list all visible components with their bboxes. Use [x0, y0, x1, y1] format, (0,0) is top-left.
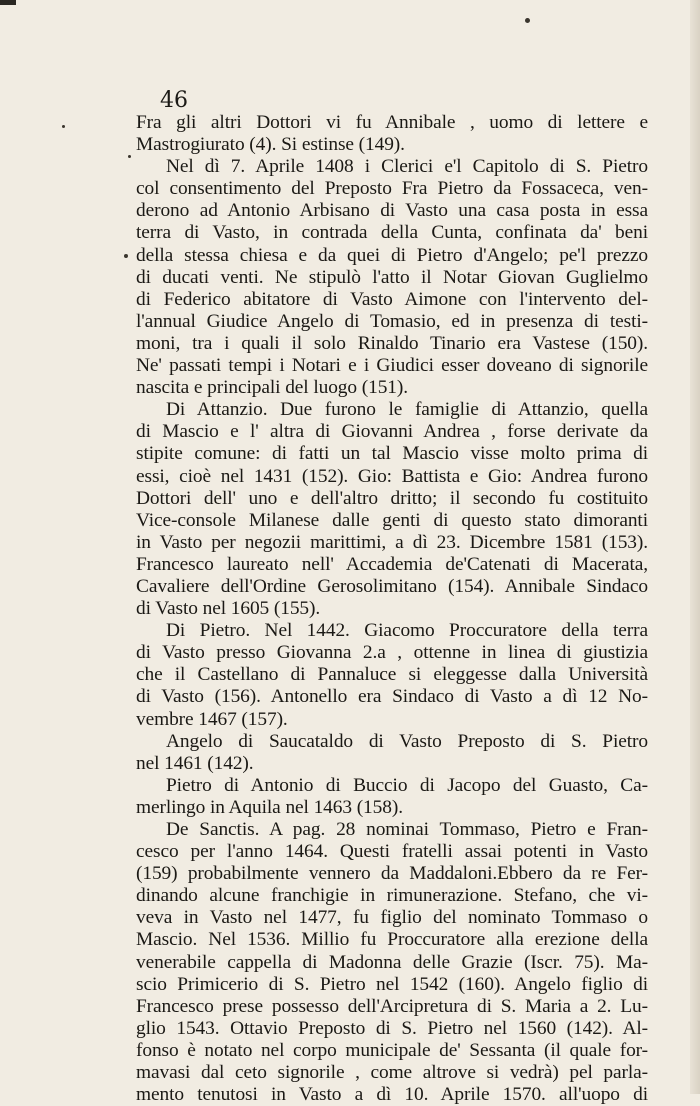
text-line: nascita e principali del luogo (151). — [136, 377, 408, 399]
text-line: che il Castellano di Pannaluce si eleggesse dalla Università — [136, 664, 648, 686]
text-line: Dottori dell' uno e dell'altro dritto; il secondo fu costituito — [136, 487, 648, 509]
text-line: Mastrogiurato (4). Si estinse (149). — [136, 134, 405, 156]
text-line: (159) probabilmente vennero da Maddaloni.Ebbero da re Fer- — [136, 863, 648, 885]
text-line: nel 1461 (142). — [136, 752, 254, 774]
text-line: venerabile cappella di Madonna delle Grazie (Iscr. 75). Ma- — [136, 951, 648, 973]
text-line: essi, cioè nel 1431 (152). Gio: Battista e Gio: Andrea furono — [136, 465, 648, 487]
text-line: mavasi dal ceto signorile , come altrove si vedrà) pel parla- — [136, 1062, 648, 1084]
text-line: cesco per l'anno 1464. Questi fratelli assai potenti in Vasto — [136, 841, 648, 863]
text-line: derono ad Antonio Arbisano di Vasto una casa posta in essa — [136, 200, 648, 222]
text-line: in Vasto per negozii marittimi, a dì 23. Dicembre 1581 (153). — [136, 531, 648, 553]
text-line: Mascio. Nel 1536. Millio fu Proccuratore alla erezione della — [136, 929, 648, 951]
page-edge — [690, 0, 700, 1094]
text-line: terra di Vasto, in contrada della Cunta, confinata da' beni — [136, 222, 648, 244]
text-line: merlingo in Aquila nel 1463 (158). — [136, 796, 403, 818]
page-number: 46 — [160, 88, 188, 113]
text-line: l'annual Giudice Angelo di Tomasio, ed in presenza di testi- — [136, 310, 648, 332]
text-line: di ducati venti. Ne stipulò l'atto il Notar Giovan Guglielmo — [136, 266, 648, 288]
text-line: di Federico abitatore di Vasto Aimone con l'intervento del- — [136, 288, 648, 310]
text-line: Pietro di Antonio di Buccio di Jacopo del Guasto, Ca- — [166, 774, 648, 796]
text-line: veva in Vasto nel 1477, fu figlio del nominato Tommaso o — [136, 907, 648, 929]
speck — [525, 18, 530, 23]
text-line: Francesco laureato nell' Accademia de'Catenati di Macerata, — [136, 553, 648, 575]
text-line: Francesco prese possesso dell'Arcipretura di S. Maria a 2. Lu- — [136, 995, 648, 1017]
text-line: glio 1543. Ottavio Preposto di S. Pietro nel 1560 (142). Al- — [136, 1017, 648, 1039]
text-line: di Vasto presso Giovanna 2.a , ottenne in linea di giustizia — [136, 642, 648, 664]
text-line: Ne' passati tempi i Notari e i Giudici esser doveano di signorile — [136, 355, 648, 377]
text-line: della stessa chiesa e da quei di Pietro d'Angelo; pe'l prezzo — [136, 244, 648, 266]
corner-scan-mark — [0, 0, 16, 5]
text-line: Di Attanzio. Due furono le famiglie di Attanzio, quella — [166, 399, 648, 421]
text-line: col consentimento del Preposto Fra Pietro da Fossaceca, ven- — [136, 178, 648, 200]
text-line: scio Primicerio di S. Pietro nel 1542 (160). Angelo figlio di — [136, 973, 648, 995]
speck — [62, 125, 65, 128]
body-text — [136, 112, 648, 1106]
text-line: dinando alcune franchigie in rimunerazione. Stefano, che vi- — [136, 885, 648, 907]
text-line: mento tenutosi in Vasto a dì 10. Aprile 1570. all'uopo di — [136, 1084, 648, 1106]
text-line: di Vasto nel 1605 (155). — [136, 598, 321, 620]
speck — [128, 155, 131, 158]
text-line: Cavaliere dell'Ordine Gerosolimitano (154). Annibale Sindaco — [136, 575, 648, 597]
text-line: fonso è notato nel corpo municipale de' Sessanta (il quale for- — [136, 1039, 648, 1061]
text-line: stipite comune: di fatti un tal Mascio visse molto prima di — [136, 443, 648, 465]
text-line: di Vasto (156). Antonello era Sindaco di Vasto a dì 12 No- — [136, 686, 648, 708]
text-line: De Sanctis. A pag. 28 nominai Tommaso, Pietro e Fran- — [166, 819, 648, 840]
text-line: Nel dì 7. Aprile 1408 i Clerici e'l Capitolo di S. Pietro — [166, 156, 648, 178]
text-line: di Mascio e l' altra di Giovanni Andrea , forse derivate da — [136, 421, 648, 443]
speck — [124, 254, 128, 258]
text-line: Vice-console Milanese dalle genti di questo stato dimoranti — [136, 509, 648, 531]
text-line: Fra gli altri Dottori vi fu Annibale , uomo di lettere e — [136, 112, 648, 133]
text-line: vembre 1467 (157). — [136, 708, 288, 730]
text-line: Angelo di Saucataldo di Vasto Preposto di S. Pietro — [166, 730, 648, 752]
text-line: moni, tra i quali il solo Rinaldo Tinario era Vastese (150). — [136, 332, 648, 354]
text-line: Di Pietro. Nel 1442. Giacomo Proccuratore della terra — [166, 620, 648, 642]
